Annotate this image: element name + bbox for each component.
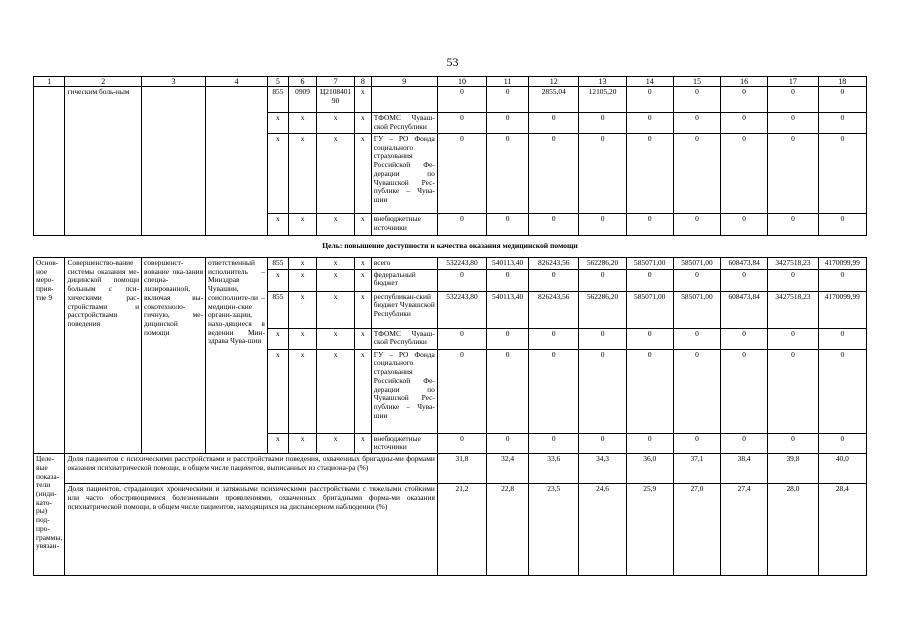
budget-table bbox=[33, 76, 867, 576]
header-cell-8: 8 bbox=[354, 77, 371, 87]
value-cell: 0 bbox=[487, 87, 529, 113]
code-cell: х bbox=[288, 328, 316, 349]
value-cell: 0 bbox=[437, 349, 486, 433]
value-cell: 0 bbox=[579, 269, 626, 291]
value-cell: 0 bbox=[626, 433, 673, 453]
goal-row bbox=[34, 235, 867, 257]
value-cell: 0 bbox=[437, 269, 486, 291]
code-cell: х bbox=[288, 113, 316, 133]
value-cell: 532243,80 bbox=[437, 257, 486, 269]
value-cell: 0 bbox=[768, 349, 818, 433]
targets-label: Целе-вые показа-тели (инди-като-ры) под-про-граммы, увязан- bbox=[34, 454, 65, 576]
value-cell: 0 bbox=[768, 433, 818, 453]
header-cell-15: 15 bbox=[673, 77, 720, 87]
value-cell: 0 bbox=[626, 349, 673, 433]
value-cell: 3427518,23 bbox=[768, 257, 818, 269]
value-cell: 0 bbox=[529, 433, 579, 453]
value-cell: 0 bbox=[487, 113, 529, 133]
code-cell: х bbox=[288, 349, 316, 433]
header-cell-14: 14 bbox=[626, 77, 673, 87]
value-cell: 0 bbox=[529, 113, 579, 133]
event9-funding-row bbox=[34, 257, 867, 269]
code-cell: х bbox=[288, 213, 316, 235]
code-cell: х bbox=[288, 269, 316, 291]
goal-heading: Цель: повышение доступности и качества оказания медицинской помощи bbox=[34, 235, 867, 257]
value-cell: 0 bbox=[768, 269, 818, 291]
value-cell: 0 bbox=[818, 87, 866, 113]
header-cell-12: 12 bbox=[529, 77, 579, 87]
funding-source: внебюджетные источники bbox=[371, 213, 437, 235]
value-cell: 0 bbox=[768, 87, 818, 113]
code-cell: х bbox=[317, 433, 355, 453]
code-cell: х bbox=[267, 113, 288, 133]
value-cell: 0 bbox=[768, 113, 818, 133]
code-cell: х bbox=[267, 328, 288, 349]
indicator-value: 31,8 bbox=[437, 454, 486, 484]
indicator-value: 40,0 bbox=[818, 454, 866, 484]
value-cell: 0 bbox=[437, 133, 486, 213]
value-cell: 0 bbox=[721, 269, 768, 291]
value-cell: 12105,20 bbox=[579, 87, 626, 113]
code-cell: х bbox=[317, 213, 355, 235]
target-indicator-row bbox=[34, 454, 867, 484]
indicator-value: 39,8 bbox=[768, 454, 818, 484]
page-number: 53 bbox=[446, 55, 459, 69]
value-cell: 0 bbox=[437, 328, 486, 349]
value-cell: 0 bbox=[579, 433, 626, 453]
header-cell-16: 16 bbox=[721, 77, 768, 87]
col4-cell bbox=[206, 87, 268, 235]
indicator-value: 27,0 bbox=[673, 484, 720, 576]
value-cell: 0 bbox=[721, 87, 768, 113]
header-cell-4: 4 bbox=[206, 77, 268, 87]
value-cell: 585071,00 bbox=[673, 257, 720, 269]
value-cell: 585071,00 bbox=[626, 291, 673, 328]
value-cell: 826243,56 bbox=[529, 257, 579, 269]
funding-source: внебюджетные источники bbox=[371, 433, 437, 453]
indicator-text: Доля пациентов с психическими расстройствами и расстройствами поведения, охваченных бригадны-ми формами оказания психиатрической помощи, в общем числе пациентов, выписанных из стациона-ра (%) bbox=[65, 454, 437, 484]
value-cell: 562286,20 bbox=[579, 291, 626, 328]
code-cell: х bbox=[354, 433, 371, 453]
header-cell-7: 7 bbox=[317, 77, 355, 87]
header-row bbox=[34, 77, 867, 87]
value-cell: 0 bbox=[673, 349, 720, 433]
funding-source: ГУ – РО Фонда социального страхования Российской Фе-дерации по Чувашской Рес-публике – Чува-шии bbox=[371, 349, 437, 433]
indicator-value: 21,2 bbox=[437, 484, 486, 576]
value-cell: 0 bbox=[437, 213, 486, 235]
code-cell: х bbox=[317, 269, 355, 291]
header-cell-5: 5 bbox=[267, 77, 288, 87]
value-cell: 562286,20 bbox=[579, 257, 626, 269]
value-cell: 0 bbox=[673, 269, 720, 291]
value-cell: 0 bbox=[437, 87, 486, 113]
value-cell: 0 bbox=[487, 269, 529, 291]
value-cell: 0 bbox=[529, 133, 579, 213]
value-cell: 0 bbox=[721, 133, 768, 213]
value-cell: 585071,00 bbox=[626, 257, 673, 269]
code-cell: х bbox=[288, 133, 316, 213]
value-cell: 826243,56 bbox=[529, 291, 579, 328]
value-cell: 0 bbox=[673, 113, 720, 133]
value-cell: 0 bbox=[579, 133, 626, 213]
value-cell: 0 bbox=[487, 349, 529, 433]
indicator-value: 28,4 bbox=[818, 484, 866, 576]
value-cell: 4170099,99 bbox=[818, 291, 866, 328]
header-cell-18: 18 bbox=[818, 77, 866, 87]
funding-row bbox=[34, 87, 867, 113]
value-cell: 0 bbox=[626, 328, 673, 349]
value-cell: 0 bbox=[626, 113, 673, 133]
value-cell: 0 bbox=[487, 433, 529, 453]
funding-source: ТФОМС Чуваш-ской Республики bbox=[371, 328, 437, 349]
funding-source: всего bbox=[371, 257, 437, 269]
funding-source: ТФОМС Чуваш-ской Республики bbox=[371, 113, 437, 133]
value-cell: 0 bbox=[626, 269, 673, 291]
value-cell: 585071,00 bbox=[673, 291, 720, 328]
code-cell: 0909 bbox=[288, 87, 316, 113]
value-cell: 0 bbox=[818, 213, 866, 235]
code-cell: 855 bbox=[267, 291, 288, 328]
value-cell: 0 bbox=[437, 113, 486, 133]
indicator-value: 28,0 bbox=[768, 484, 818, 576]
code-cell: 855 bbox=[267, 257, 288, 269]
code-cell: х bbox=[354, 133, 371, 213]
funding-source bbox=[371, 87, 437, 113]
code-cell: х bbox=[354, 213, 371, 235]
value-cell: 0 bbox=[768, 328, 818, 349]
header-cell-1: 1 bbox=[34, 77, 65, 87]
value-cell: 0 bbox=[579, 349, 626, 433]
indicator-value: 38,4 bbox=[721, 454, 768, 484]
indicator-value: 33,6 bbox=[529, 454, 579, 484]
value-cell: 540113,40 bbox=[487, 257, 529, 269]
code-cell: х bbox=[354, 328, 371, 349]
value-cell: 0 bbox=[673, 328, 720, 349]
value-cell: 0 bbox=[579, 213, 626, 235]
header-cell-9: 9 bbox=[371, 77, 437, 87]
target-indicator-row bbox=[34, 484, 867, 576]
value-cell: 0 bbox=[721, 213, 768, 235]
code-cell: 855 bbox=[267, 87, 288, 113]
value-cell: 0 bbox=[487, 213, 529, 235]
value-cell: 2855,04 bbox=[529, 87, 579, 113]
value-cell: 0 bbox=[673, 433, 720, 453]
value-cell: 0 bbox=[529, 328, 579, 349]
code-cell: Ц2108401 90 bbox=[317, 87, 355, 113]
value-cell: 0 bbox=[626, 213, 673, 235]
col1-cell bbox=[34, 87, 65, 235]
event-executors: ответственный исполнитель – Минздрав Чувашии, соисполните-ли – медицин-ские органи-зации, нахо-дящиеся в ведении Мин-здрава Чува-шии bbox=[206, 257, 268, 453]
value-cell: 0 bbox=[626, 133, 673, 213]
code-cell: х bbox=[317, 257, 355, 269]
event-name: Основ-ное меро-прия-тие 9 bbox=[34, 257, 65, 453]
col3-cell bbox=[142, 87, 206, 235]
funding-source: республикан-ский бюджет Чувашской Республики bbox=[371, 291, 437, 328]
col2-cell: гическим боль-ным bbox=[65, 87, 142, 235]
code-cell: х bbox=[267, 349, 288, 433]
indicator-text: Доля пациентов, страдающих хроническими и затяжными психическими расстройствами с тяжелыми стойкими или часто обостряющимися болезненными проявлениями, охваченных бригадными форма-ми оказания психиатрической помощи, в общем числе пациентов, находящихся на диспансерном наблюдении (%) bbox=[65, 484, 437, 576]
value-cell: 0 bbox=[626, 87, 673, 113]
header-cell-3: 3 bbox=[142, 77, 206, 87]
value-cell: 0 bbox=[818, 269, 866, 291]
code-cell: х bbox=[354, 269, 371, 291]
value-cell: 540113,40 bbox=[487, 291, 529, 328]
indicator-value: 34,3 bbox=[579, 454, 626, 484]
value-cell: 4170099,99 bbox=[818, 257, 866, 269]
indicator-value: 36,0 bbox=[626, 454, 673, 484]
value-cell: 0 bbox=[673, 213, 720, 235]
code-cell: х bbox=[288, 291, 316, 328]
code-cell: х bbox=[354, 87, 371, 113]
funding-source: федеральный бюджет bbox=[371, 269, 437, 291]
event-description: совершенст-вование ока-зания специа-лизированной, включая вы-сокотехноло-гичную, ме-дицинской помощи bbox=[142, 257, 206, 453]
header-cell-11: 11 bbox=[487, 77, 529, 87]
value-cell: 0 bbox=[487, 328, 529, 349]
code-cell: х bbox=[354, 291, 371, 328]
code-cell: х bbox=[354, 113, 371, 133]
indicator-value: 27,4 bbox=[721, 484, 768, 576]
value-cell: 0 bbox=[818, 328, 866, 349]
code-cell: х bbox=[267, 269, 288, 291]
value-cell: 608473,84 bbox=[721, 291, 768, 328]
indicator-value: 32,4 bbox=[487, 454, 529, 484]
code-cell: х bbox=[267, 433, 288, 453]
value-cell: 0 bbox=[818, 349, 866, 433]
code-cell: х bbox=[317, 133, 355, 213]
code-cell: х bbox=[354, 257, 371, 269]
header-cell-13: 13 bbox=[579, 77, 626, 87]
code-cell: х bbox=[317, 349, 355, 433]
value-cell: 0 bbox=[579, 328, 626, 349]
header-cell-2: 2 bbox=[65, 77, 142, 87]
indicator-value: 25,9 bbox=[626, 484, 673, 576]
code-cell: х bbox=[267, 133, 288, 213]
value-cell: 0 bbox=[721, 328, 768, 349]
value-cell: 532243,80 bbox=[437, 291, 486, 328]
code-cell: х bbox=[288, 257, 316, 269]
code-cell: х bbox=[354, 349, 371, 433]
value-cell: 0 bbox=[487, 133, 529, 213]
value-cell: 0 bbox=[529, 349, 579, 433]
value-cell: 0 bbox=[673, 133, 720, 213]
code-cell: х bbox=[317, 113, 355, 133]
value-cell: 0 bbox=[818, 133, 866, 213]
code-cell: х bbox=[317, 291, 355, 328]
value-cell: 0 bbox=[818, 113, 866, 133]
header-cell-17: 17 bbox=[768, 77, 818, 87]
value-cell: 0 bbox=[437, 433, 486, 453]
value-cell: 608473,84 bbox=[721, 257, 768, 269]
indicator-value: 23,5 bbox=[529, 484, 579, 576]
value-cell: 3427518,23 bbox=[768, 291, 818, 328]
value-cell: 0 bbox=[818, 433, 866, 453]
value-cell: 0 bbox=[721, 349, 768, 433]
value-cell: 0 bbox=[721, 433, 768, 453]
value-cell: 0 bbox=[673, 87, 720, 113]
value-cell: 0 bbox=[768, 133, 818, 213]
value-cell: 0 bbox=[721, 113, 768, 133]
header-cell-10: 10 bbox=[437, 77, 486, 87]
value-cell: 0 bbox=[768, 213, 818, 235]
value-cell: 0 bbox=[529, 213, 579, 235]
value-cell: 0 bbox=[579, 113, 626, 133]
event-title: Совершенство-вание системы оказания ме-дицинской помощи больным с пси-хическими рас-стройствами и расстройствами поведения bbox=[65, 257, 142, 453]
indicator-value: 24,6 bbox=[579, 484, 626, 576]
code-cell: х bbox=[317, 328, 355, 349]
code-cell: х bbox=[267, 213, 288, 235]
header-cell-6: 6 bbox=[288, 77, 316, 87]
code-cell: х bbox=[288, 433, 316, 453]
indicator-value: 37,1 bbox=[673, 454, 720, 484]
value-cell: 0 bbox=[529, 269, 579, 291]
funding-source: ГУ – РО Фонда социального страхования Российской Фе-дерации по Чувашской Рес-публике – Чува-шии bbox=[371, 133, 437, 213]
indicator-value: 22,8 bbox=[487, 484, 529, 576]
